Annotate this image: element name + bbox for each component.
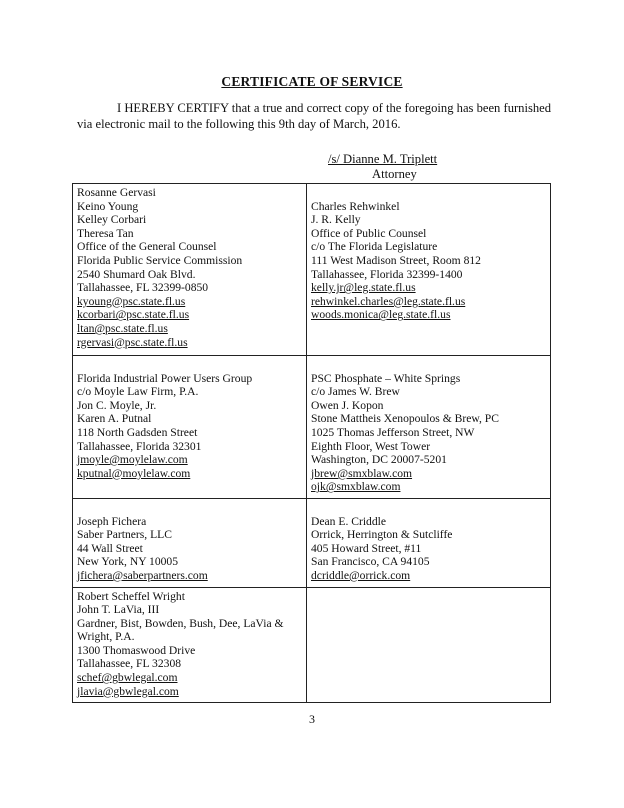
certification-paragraph bbox=[77, 100, 577, 132]
address-line: Florida Public Service Commission bbox=[77, 253, 243, 267]
service-cell-right bbox=[307, 356, 551, 499]
email-address: woods.monica@leg.state.fl.us bbox=[311, 308, 451, 322]
address-line: Joseph Fichera bbox=[77, 514, 147, 528]
address-line: Robert Scheffel Wright bbox=[77, 589, 185, 603]
address-line: Karen A. Putnal bbox=[77, 412, 152, 426]
address-line: Jon C. Moyle, Jr. bbox=[77, 398, 157, 412]
address-line: Tallahassee, Florida 32399-1400 bbox=[311, 267, 463, 281]
address-line: Orrick, Herrington & Sutcliffe bbox=[311, 528, 453, 542]
blank-line bbox=[311, 358, 545, 372]
email-address: rgervasi@psc.state.fl.us bbox=[77, 335, 188, 349]
address-line: Office of the General Counsel bbox=[77, 240, 217, 254]
email-address: ojk@smxblaw.com bbox=[311, 480, 401, 494]
email-address: dcriddle@orrick.com bbox=[311, 568, 411, 582]
address-line: Eighth Floor, West Tower bbox=[311, 439, 431, 453]
email-address: kputnal@moylelaw.com bbox=[77, 466, 191, 480]
address-line: Stone Mattheis Xenopoulos & Brew, PC bbox=[311, 412, 499, 426]
certification-line-1: I HEREBY CERTIFY that a true and correct copy of the foregoing has been furnished bbox=[117, 101, 552, 115]
email-address: ltan@psc.state.fl.us bbox=[77, 321, 168, 335]
address-line: 405 Howard Street, #11 bbox=[311, 541, 422, 555]
address-line: 1300 Thomaswood Drive bbox=[77, 643, 196, 657]
service-row bbox=[73, 184, 551, 356]
address-line: PSC Phosphate – White Springs bbox=[311, 371, 461, 385]
address-line: John T. LaVia, III bbox=[77, 603, 160, 617]
address-line: Florida Industrial Power Users Group bbox=[77, 371, 253, 385]
address-line: c/o James W. Brew bbox=[311, 385, 400, 399]
address-line: Owen J. Kopon bbox=[311, 398, 384, 412]
service-row bbox=[73, 587, 551, 703]
address-line: San Francisco, CA 94105 bbox=[311, 555, 430, 569]
email-address: kyoung@psc.state.fl.us bbox=[77, 294, 186, 308]
address-line: Gardner, Bist, Bowden, Bush, Dee, LaVia & bbox=[77, 616, 284, 630]
service-list-table bbox=[72, 183, 551, 703]
email-address: schef@gbwlegal.com bbox=[77, 671, 178, 685]
signature-role: Attorney bbox=[372, 167, 417, 181]
address-line: 1025 Thomas Jefferson Street, NW bbox=[311, 425, 475, 439]
blank-line bbox=[77, 501, 301, 515]
service-cell-left bbox=[73, 587, 307, 703]
email-address: jlavia@gbwlegal.com bbox=[77, 684, 179, 698]
address-line: Tallahassee, Florida 32301 bbox=[77, 439, 202, 453]
email-address: kcorbari@psc.state.fl.us bbox=[77, 308, 190, 322]
address-line: Charles Rehwinkel bbox=[311, 199, 400, 213]
address-line: c/o The Florida Legislature bbox=[311, 240, 438, 254]
service-cell-left bbox=[73, 184, 307, 356]
signature-name: /s/ Dianne M. Triplett bbox=[328, 152, 438, 166]
service-list-body bbox=[73, 184, 551, 703]
address-line: Kelley Corbari bbox=[77, 213, 147, 227]
email-address: kelly.jr@leg.state.fl.us bbox=[311, 281, 416, 295]
signature-block bbox=[328, 152, 477, 167]
address-line: Tallahassee, FL 32399-0850 bbox=[77, 281, 209, 295]
address-line: Keino Young bbox=[77, 199, 139, 213]
email-address: jfichera@saberpartners.com bbox=[77, 568, 208, 582]
address-line: 111 West Madison Street, Room 812 bbox=[311, 253, 481, 267]
service-cell-right bbox=[307, 184, 551, 356]
blank-line bbox=[311, 501, 545, 515]
address-line: Wright, P.A. bbox=[77, 630, 135, 644]
service-cell-right bbox=[307, 498, 551, 587]
certification-line-2: via electronic mail to the following this 9th day of March, 2016. bbox=[77, 117, 401, 131]
address-line: 44 Wall Street bbox=[77, 541, 143, 555]
address-line: 2540 Shumard Oak Blvd. bbox=[77, 267, 196, 281]
address-line: Tallahassee, FL 32308 bbox=[77, 657, 182, 671]
address-line: New York, NY 10005 bbox=[77, 555, 179, 569]
email-address: rehwinkel.charles@leg.state.fl.us bbox=[311, 294, 466, 308]
address-line: Rosanne Gervasi bbox=[77, 186, 156, 199]
page-number: 3 bbox=[309, 712, 315, 726]
blank-line bbox=[77, 358, 301, 372]
blank-line bbox=[311, 186, 545, 200]
service-cell-left bbox=[73, 356, 307, 499]
email-address: jmoyle@moylelaw.com bbox=[77, 453, 188, 467]
address-line: Office of Public Counsel bbox=[311, 226, 427, 240]
address-line: Washington, DC 20007-5201 bbox=[311, 453, 447, 467]
service-row bbox=[73, 498, 551, 587]
service-row bbox=[73, 356, 551, 499]
service-cell-left bbox=[73, 498, 307, 587]
address-line: 118 North Gadsden Street bbox=[77, 425, 198, 439]
address-line: J. R. Kelly bbox=[311, 213, 361, 227]
address-line: Saber Partners, LLC bbox=[77, 528, 172, 542]
address-line: c/o Moyle Law Firm, P.A. bbox=[77, 385, 199, 399]
email-address: jbrew@smxblaw.com bbox=[311, 466, 413, 480]
address-line: Theresa Tan bbox=[77, 226, 134, 240]
document-title: CERTIFICATE OF SERVICE bbox=[221, 74, 403, 89]
address-line: Dean E. Criddle bbox=[311, 514, 387, 528]
service-cell-right bbox=[307, 587, 551, 703]
